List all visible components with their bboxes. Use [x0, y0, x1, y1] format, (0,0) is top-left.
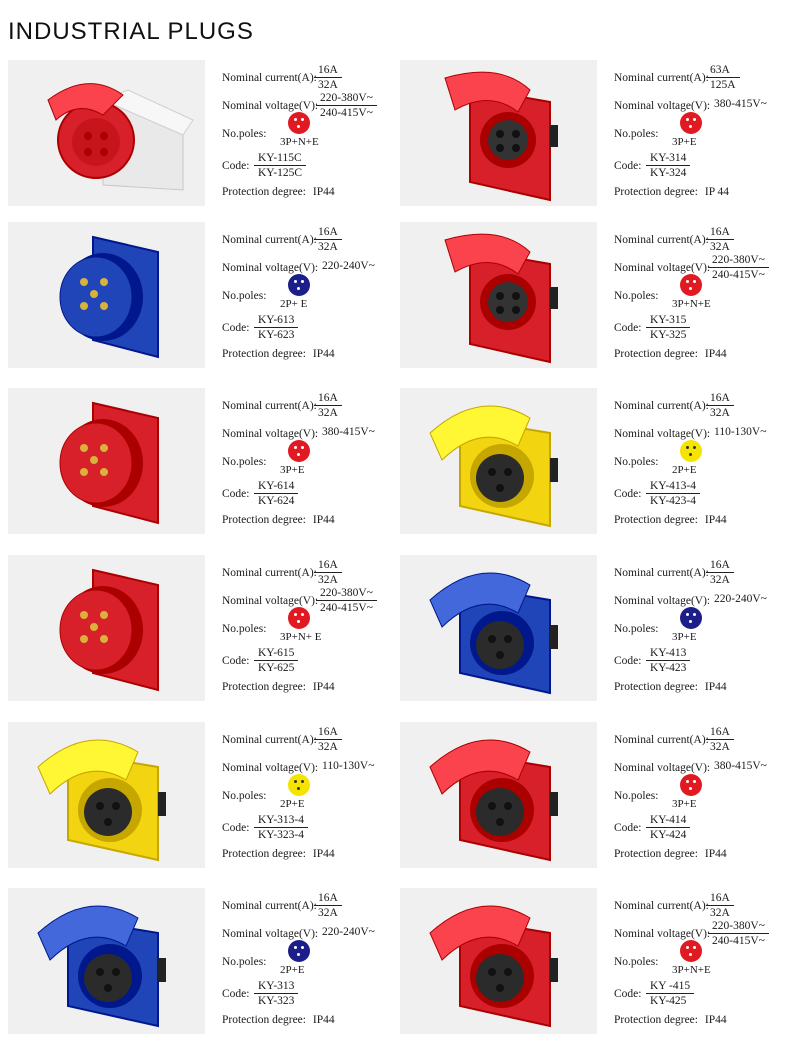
- protection-row: [614, 514, 727, 526]
- protection-value: IP44: [309, 514, 335, 526]
- current-value-top: 63A: [706, 64, 740, 78]
- poles-label: No.poles:: [614, 956, 659, 968]
- current-value: [314, 559, 342, 586]
- current-value-top: 16A: [314, 892, 342, 906]
- code-value-bottom: KY-623: [258, 329, 295, 341]
- poles-label: No.poles:: [614, 790, 659, 802]
- code-value-bottom: KY-423-4: [650, 495, 696, 507]
- code-value-bottom: KY-624: [258, 495, 295, 507]
- angled-socket-icon: [8, 722, 205, 868]
- code-value-top: KY-413-4: [646, 480, 700, 494]
- current-value-top: 16A: [706, 226, 734, 240]
- protection-label: Protection degree:: [614, 1014, 698, 1026]
- protection-row: [614, 848, 727, 860]
- voltage-label: Nominal voltage(V):: [222, 928, 319, 940]
- current-value-top: 16A: [706, 892, 734, 906]
- pin-icon: [297, 453, 300, 456]
- poles-value: 2P+ E: [280, 298, 308, 310]
- protection-value: IP44: [309, 681, 335, 693]
- code-label: Code:: [222, 160, 250, 172]
- spec-block: [222, 555, 402, 701]
- current-value-top: 16A: [706, 392, 734, 406]
- code-label: Code:: [614, 822, 642, 834]
- current-value-top: 16A: [314, 559, 342, 573]
- protection-value: IP44: [309, 848, 335, 860]
- voltage-value: [714, 98, 767, 110]
- current-label: Nominal current(A):: [614, 734, 709, 746]
- voltage-label: Nominal voltage(V):: [614, 762, 711, 774]
- protection-row: [222, 348, 335, 360]
- code-value-bottom: KY-424: [650, 829, 687, 841]
- product-card: [8, 555, 400, 705]
- spec-block: [614, 555, 794, 701]
- voltage-value: [714, 593, 767, 605]
- pole-diagram-icon: [288, 274, 310, 296]
- voltage-value-top: 220-380V~: [316, 587, 377, 601]
- pin-icon: [294, 446, 297, 449]
- pole-diagram-icon: [288, 774, 310, 796]
- current-label: Nominal current(A):: [222, 72, 317, 84]
- current-label: Nominal current(A):: [614, 567, 709, 579]
- voltage-value-bottom: 240-415V~: [712, 269, 765, 281]
- voltage-value-top: 220-380V~: [316, 92, 377, 106]
- angled-socket-icon: [400, 555, 597, 701]
- pin-icon: [686, 118, 689, 121]
- protection-row: [614, 1014, 727, 1026]
- poles-value: 3P+E: [280, 464, 305, 476]
- code-value-bottom: KY-323: [258, 995, 295, 1007]
- code-label: Code:: [222, 988, 250, 1000]
- protection-value: IP44: [701, 514, 727, 526]
- poles-label: No.poles:: [614, 623, 659, 635]
- voltage-value-top: 220-380V~: [708, 254, 769, 268]
- current-label: Nominal current(A):: [222, 567, 317, 579]
- code-label: Code:: [614, 160, 642, 172]
- current-value: [314, 392, 342, 419]
- spec-block: [222, 60, 402, 206]
- pole-diagram-icon: [288, 940, 310, 962]
- current-value: [314, 226, 342, 253]
- spec-block: [614, 888, 794, 1034]
- voltage-value: [714, 760, 767, 772]
- code-value-bottom: KY-325: [650, 329, 687, 341]
- code-value-top: KY-613: [254, 314, 298, 328]
- panel-plug-icon: [8, 222, 205, 368]
- spec-block: [222, 388, 402, 534]
- current-value: [314, 64, 342, 91]
- code-value-top: KY-315: [646, 314, 690, 328]
- poles-label: No.poles:: [222, 790, 267, 802]
- protection-row: [222, 681, 335, 693]
- protection-value: IP44: [701, 1014, 727, 1026]
- voltage-label: Nominal voltage(V):: [222, 428, 319, 440]
- panel-socket-icon: [400, 60, 597, 206]
- pin-icon: [297, 287, 300, 290]
- current-value-bottom: 32A: [318, 241, 338, 253]
- protection-row: [222, 1014, 335, 1026]
- protection-label: Protection degree:: [614, 848, 698, 860]
- current-value-top: 16A: [706, 726, 734, 740]
- protection-value: IP44: [309, 348, 335, 360]
- pin-icon: [301, 446, 304, 449]
- current-value: [314, 726, 342, 753]
- voltage-value-bottom: 240-415V~: [712, 935, 765, 947]
- protection-label: Protection degree:: [222, 848, 306, 860]
- code-value: [254, 314, 298, 341]
- pin-icon: [693, 446, 696, 449]
- voltage-value-value: 110-130V~: [322, 760, 375, 772]
- voltage-label: Nominal voltage(V):: [222, 262, 319, 274]
- pin-icon: [297, 787, 300, 790]
- protection-value: IP44: [309, 186, 335, 198]
- pin-icon: [294, 613, 297, 616]
- pin-icon: [294, 280, 297, 283]
- code-value-top: KY-115C: [254, 152, 306, 166]
- product-card: [8, 388, 400, 538]
- code-value-top: KY-413: [646, 647, 690, 661]
- poles-value: 3P+E: [672, 136, 697, 148]
- code-value: [254, 152, 306, 179]
- code-value: [646, 980, 694, 1007]
- poles-label: No.poles:: [222, 623, 267, 635]
- spec-block: [614, 722, 794, 868]
- current-value-bottom: 32A: [318, 79, 338, 91]
- pin-icon: [294, 118, 297, 121]
- pole-diagram-icon: [680, 774, 702, 796]
- pin-icon: [297, 125, 300, 128]
- pin-icon: [689, 453, 692, 456]
- protection-label: Protection degree:: [222, 514, 306, 526]
- code-value: [646, 152, 690, 179]
- poles-label: No.poles:: [614, 128, 659, 140]
- protection-label: Protection degree:: [222, 681, 306, 693]
- pin-icon: [294, 780, 297, 783]
- protection-row: [222, 186, 335, 198]
- code-value: [254, 980, 298, 1007]
- product-card: [400, 60, 792, 210]
- voltage-value: [322, 760, 374, 772]
- voltage-label: Nominal voltage(V):: [614, 262, 711, 274]
- pin-icon: [297, 620, 300, 623]
- current-value-top: 16A: [314, 226, 342, 240]
- poles-value: 3P+N+E: [280, 136, 319, 148]
- protection-label: Protection degree:: [614, 514, 698, 526]
- poles-label: No.poles:: [222, 290, 267, 302]
- voltage-label: Nominal voltage(V):: [614, 595, 711, 607]
- protection-label: Protection degree:: [614, 681, 698, 693]
- poles-value: 3P+N+E: [672, 298, 711, 310]
- protection-row: [222, 514, 335, 526]
- current-value: [706, 392, 734, 419]
- pole-diagram-icon: [288, 607, 310, 629]
- product-card: [8, 888, 400, 1038]
- current-value-bottom: 32A: [710, 574, 730, 586]
- current-label: Nominal current(A):: [614, 234, 709, 246]
- panel-socket-icon: [400, 222, 597, 368]
- code-value-bottom: KY-125C: [258, 167, 303, 179]
- pin-icon: [693, 118, 696, 121]
- code-value-top: KY-313: [254, 980, 298, 994]
- current-label: Nominal current(A):: [614, 400, 709, 412]
- pin-icon: [294, 946, 297, 949]
- pin-icon: [301, 946, 304, 949]
- voltage-value-value: 380-415V~: [714, 98, 767, 110]
- pin-icon: [686, 446, 689, 449]
- current-label: Nominal current(A):: [222, 234, 317, 246]
- pin-icon: [686, 280, 689, 283]
- current-value-bottom: 32A: [318, 907, 338, 919]
- code-value-bottom: KY-425: [650, 995, 687, 1007]
- code-label: Code:: [614, 322, 642, 334]
- current-label: Nominal current(A):: [614, 900, 709, 912]
- pin-icon: [693, 946, 696, 949]
- voltage-value-value: 220-240V~: [714, 593, 767, 605]
- voltage-label: Nominal voltage(V):: [614, 428, 711, 440]
- code-label: Code:: [222, 488, 250, 500]
- current-value-bottom: 32A: [710, 407, 730, 419]
- protection-label: Protection degree:: [222, 348, 306, 360]
- pin-icon: [689, 125, 692, 128]
- current-label: Nominal current(A):: [222, 734, 317, 746]
- product-card: [8, 60, 400, 210]
- angled-socket-icon: [400, 722, 597, 868]
- code-label: Code:: [614, 488, 642, 500]
- code-value-bottom: KY-423: [650, 662, 687, 674]
- code-value-bottom: KY-324: [650, 167, 687, 179]
- code-value: [254, 480, 298, 507]
- code-value-top: KY-614: [254, 480, 298, 494]
- voltage-label: Nominal voltage(V):: [222, 100, 319, 112]
- pin-icon: [301, 280, 304, 283]
- code-label: Code:: [614, 655, 642, 667]
- code-value: [646, 480, 700, 507]
- protection-value: IP 44: [701, 186, 730, 198]
- spec-block: [222, 722, 402, 868]
- pin-icon: [693, 613, 696, 616]
- current-value: [314, 892, 342, 919]
- protection-row: [614, 348, 727, 360]
- poles-value: 3P+N+ E: [280, 631, 322, 643]
- voltage-value: [316, 587, 377, 614]
- protection-row: [614, 681, 727, 693]
- protection-label: Protection degree:: [222, 186, 306, 198]
- voltage-value: [708, 920, 769, 947]
- current-value: [706, 64, 740, 91]
- code-label: Code:: [614, 988, 642, 1000]
- code-value-bottom: KY-625: [258, 662, 295, 674]
- pole-diagram-icon: [680, 440, 702, 462]
- code-value: [254, 814, 308, 841]
- current-label: Nominal current(A):: [222, 900, 317, 912]
- poles-value: 3P+E: [672, 631, 697, 643]
- current-value: [706, 726, 734, 753]
- poles-value: 3P+N+E: [672, 964, 711, 976]
- spec-block: [614, 388, 794, 534]
- panel-plug-icon: [8, 555, 205, 701]
- current-value-top: 16A: [314, 64, 342, 78]
- pin-icon: [693, 280, 696, 283]
- pin-icon: [686, 946, 689, 949]
- voltage-label: Nominal voltage(V):: [614, 928, 711, 940]
- angled-socket-icon: [8, 888, 205, 1034]
- code-value-top: KY-414: [646, 814, 690, 828]
- product-card: [400, 388, 792, 538]
- current-label: Nominal current(A):: [222, 400, 317, 412]
- product-card: [400, 222, 792, 372]
- angled-socket-icon: [400, 888, 597, 1034]
- current-value-top: 16A: [314, 726, 342, 740]
- poles-value: 3P+E: [672, 798, 697, 810]
- voltage-value: [708, 254, 769, 281]
- poles-label: No.poles:: [614, 456, 659, 468]
- code-value: [646, 314, 690, 341]
- surface-mount-socket-icon: [8, 60, 205, 206]
- voltage-value: [322, 926, 375, 938]
- code-value-top: KY-314: [646, 152, 690, 166]
- voltage-value-value: 220-240V~: [322, 926, 375, 938]
- poles-label: No.poles:: [222, 456, 267, 468]
- poles-label: No.poles:: [614, 290, 659, 302]
- voltage-value-value: 380-415V~: [714, 760, 767, 772]
- pin-icon: [693, 780, 696, 783]
- pole-diagram-icon: [288, 112, 310, 134]
- voltage-value-top: 220-380V~: [708, 920, 769, 934]
- current-value-bottom: 125A: [710, 79, 736, 91]
- protection-label: Protection degree:: [614, 348, 698, 360]
- product-card: [8, 722, 400, 872]
- protection-row: [222, 848, 335, 860]
- angled-socket-icon: [400, 388, 597, 534]
- product-card: [8, 222, 400, 372]
- current-value-bottom: 32A: [318, 574, 338, 586]
- poles-value: 2P+E: [280, 798, 305, 810]
- code-value: [646, 814, 690, 841]
- current-value-bottom: 32A: [710, 241, 730, 253]
- code-label: Code:: [222, 322, 250, 334]
- protection-value: IP44: [701, 681, 727, 693]
- code-value-top: KY-615: [254, 647, 298, 661]
- current-value: [706, 559, 734, 586]
- voltage-label: Nominal voltage(V):: [222, 595, 319, 607]
- poles-label: No.poles:: [222, 128, 267, 140]
- poles-label: No.poles:: [222, 956, 267, 968]
- voltage-value-value: 380-415V~: [322, 426, 375, 438]
- product-card: [400, 555, 792, 705]
- pin-icon: [301, 118, 304, 121]
- code-label: Code:: [222, 655, 250, 667]
- current-value-bottom: 32A: [318, 407, 338, 419]
- voltage-value: [316, 92, 377, 119]
- pin-icon: [689, 953, 692, 956]
- voltage-value: [322, 426, 375, 438]
- panel-plug-icon: [8, 388, 205, 534]
- voltage-value: [714, 426, 766, 438]
- protection-value: IP44: [701, 848, 727, 860]
- code-label: Code:: [222, 822, 250, 834]
- pin-icon: [689, 287, 692, 290]
- current-value: [706, 226, 734, 253]
- code-value: [254, 647, 298, 674]
- poles-value: 2P+E: [672, 464, 697, 476]
- page-title: INDUSTRIAL PLUGS: [8, 18, 254, 45]
- pole-diagram-icon: [680, 274, 702, 296]
- voltage-value-bottom: 240-415V~: [320, 602, 373, 614]
- code-value-top: KY -415: [646, 980, 694, 994]
- voltage-value-value: 220-240V~: [322, 260, 375, 272]
- pole-diagram-icon: [680, 607, 702, 629]
- pin-icon: [689, 787, 692, 790]
- protection-row: [614, 186, 729, 198]
- spec-block: [614, 60, 794, 206]
- product-card: [400, 722, 792, 872]
- current-label: Nominal current(A):: [614, 72, 709, 84]
- voltage-value: [322, 260, 375, 272]
- voltage-label: Nominal voltage(V):: [614, 100, 711, 112]
- pin-icon: [686, 780, 689, 783]
- current-value: [706, 892, 734, 919]
- current-value-bottom: 32A: [318, 741, 338, 753]
- product-card: [400, 888, 792, 1038]
- voltage-value-value: 110-130V~: [714, 426, 767, 438]
- protection-value: IP44: [701, 348, 727, 360]
- poles-value: 2P+E: [280, 964, 305, 976]
- current-value-top: 16A: [706, 559, 734, 573]
- current-value-bottom: 32A: [710, 907, 730, 919]
- pole-diagram-icon: [680, 112, 702, 134]
- pin-icon: [686, 613, 689, 616]
- protection-value: IP44: [309, 1014, 335, 1026]
- protection-label: Protection degree:: [614, 186, 698, 198]
- pin-icon: [301, 780, 304, 783]
- code-value-top: KY-313-4: [254, 814, 308, 828]
- spec-block: [222, 222, 402, 368]
- spec-block: [222, 888, 402, 1034]
- spec-block: [614, 222, 794, 368]
- code-value-bottom: KY-323-4: [258, 829, 304, 841]
- pin-icon: [301, 613, 304, 616]
- pole-diagram-icon: [288, 440, 310, 462]
- code-value: [646, 647, 690, 674]
- current-value-top: 16A: [314, 392, 342, 406]
- voltage-label: Nominal voltage(V):: [222, 762, 319, 774]
- voltage-value-bottom: 240-415V~: [320, 107, 373, 119]
- current-value-bottom: 32A: [710, 741, 730, 753]
- pole-diagram-icon: [680, 940, 702, 962]
- pin-icon: [689, 620, 692, 623]
- protection-label: Protection degree:: [222, 1014, 306, 1026]
- pin-icon: [297, 953, 300, 956]
